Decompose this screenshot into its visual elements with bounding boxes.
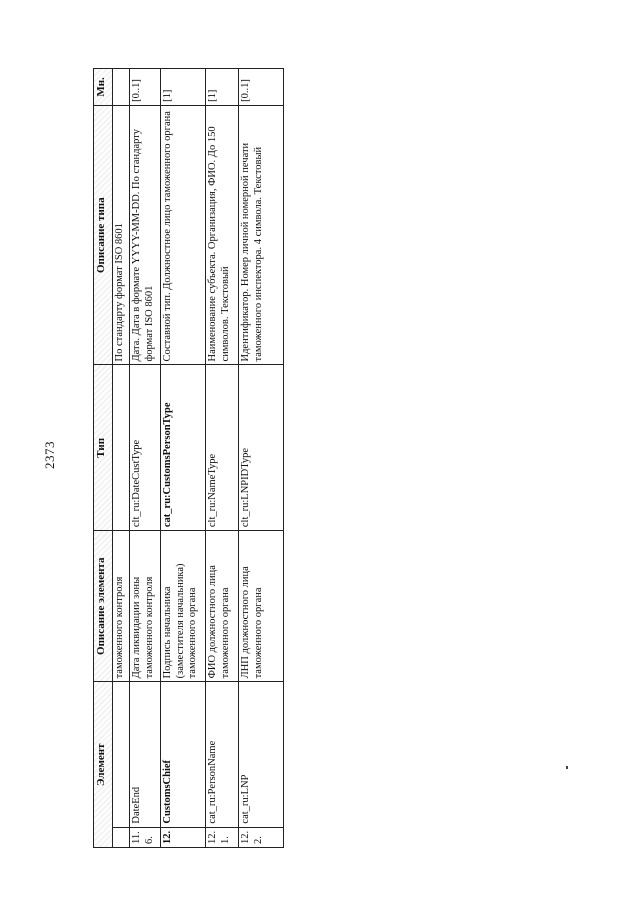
header-mn: Мн. xyxy=(94,69,113,106)
table-row xyxy=(113,69,130,848)
table-row xyxy=(161,69,206,848)
row-type xyxy=(113,365,130,531)
row-number: 12. xyxy=(161,827,206,847)
row-element-desc: таможенного контроля xyxy=(113,531,130,682)
row-type-desc: Составной тип. Должностное лицо таможенного органа xyxy=(161,105,206,365)
row-number: 12.2. xyxy=(239,827,284,847)
row-number xyxy=(113,827,130,847)
row-type: cat_ru:CustomsPersonType xyxy=(161,365,206,531)
row-type: clt_ru:DateCustType xyxy=(130,365,161,531)
rotated-table-frame xyxy=(93,68,264,848)
row-mn: [0..1] xyxy=(130,69,161,106)
row-element-desc: ЛНП должностного лица таможенного органа xyxy=(239,531,284,682)
row-mn: [1] xyxy=(161,69,206,106)
row-type-desc: Наименование субъекта. Организация, ФИО. До 150 символов. Текстовый xyxy=(206,105,239,365)
row-type-desc: Дата. Дата в формате YYYY-MM-DD. По стандарту формат ISO 8601 xyxy=(130,105,161,365)
row-type: clt_ru:LNPIDType xyxy=(239,365,284,531)
row-type-desc: По стандарту формат ISO 8601 xyxy=(113,105,130,365)
row-mn xyxy=(113,69,130,106)
row-mn: [0..1] xyxy=(239,69,284,106)
row-number: 12.1. xyxy=(206,827,239,847)
row-element: DateEnd xyxy=(130,682,161,827)
table-row xyxy=(130,69,161,848)
row-mn: [1] xyxy=(206,69,239,106)
row-element-desc: Дата ликвидации зоны таможенного контроля xyxy=(130,531,161,682)
row-number: 11.6. xyxy=(130,827,161,847)
header-type: Тип xyxy=(94,365,113,531)
row-type: clt_ru:NameType xyxy=(206,365,239,531)
table-row xyxy=(206,69,239,848)
element-table xyxy=(93,68,284,848)
page-number: 2373 xyxy=(42,441,57,469)
row-element: CustomsChief xyxy=(161,682,206,827)
row-element-desc: Подпись начальника (заместителя начальника) таможенного органа xyxy=(161,531,206,682)
row-element: cat_ru:LNP xyxy=(239,682,284,827)
row-element xyxy=(113,682,130,827)
table-row xyxy=(239,69,284,848)
row-element-desc: ФИО должностного лица таможенного органа xyxy=(206,531,239,682)
header-type-desc: Описание типа xyxy=(94,105,113,365)
scan-speck xyxy=(566,766,568,769)
header-element-desc: Описание элемента xyxy=(94,531,113,682)
table-header-row xyxy=(94,69,113,848)
row-element: cat_ru:PersonName xyxy=(206,682,239,827)
header-element: Элемент xyxy=(94,682,113,848)
row-type-desc: Идентификатор. Номер личной номерной печати таможенного инспектора. 4 символа. Текстовый xyxy=(239,105,284,365)
